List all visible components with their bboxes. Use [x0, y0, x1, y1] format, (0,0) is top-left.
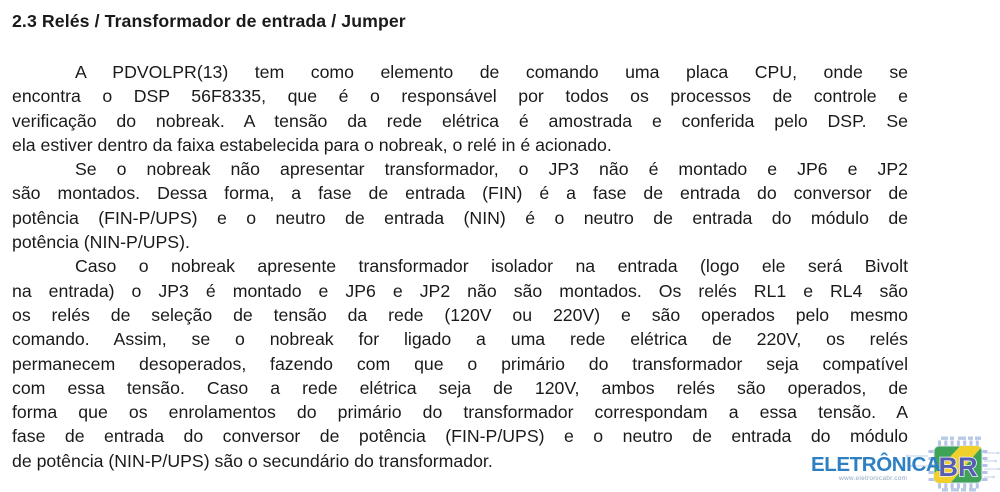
paragraph — [12, 254, 908, 473]
text-line: com essa tensão. Caso a rede elétrica seja de 120V, ambos relés são operados, de — [12, 377, 908, 398]
text-line: Caso o nobreak apresente transformador isolador na entrada (logo ele será Bivolt — [75, 256, 908, 277]
text-line: A PDVOLPR(13) tem como elemento de comando uma placa CPU, onde se — [75, 62, 908, 82]
text-line: comando. Assim, se o nobreak for ligado a uma rede elétrica de 220V, os relés — [12, 329, 908, 350]
text-line: ela estiver dentro da faixa estabelecida para o nobreak, o relé in é acionado. — [12, 134, 612, 155]
text-line: permanecem desoperados, fazendo com que o primário do transformador seja compatível — [12, 353, 908, 374]
text-line: verificação do nobreak. A tensão da rede elétrica é amostrada e conferida pelo DSP. Se — [12, 110, 908, 131]
chip-br-label: BR — [938, 452, 978, 482]
text-line: os relés de seleção de tensão da rede (120V ou 220V) e são operados pelo mesmo — [12, 304, 908, 325]
text-line: são montados. Dessa forma, a fase de entrada (FIN) é a fase de entrada do conversor de — [12, 183, 908, 204]
text-line: encontra o DSP 56F8335, que é o responsável por todos os processos de controle e — [12, 86, 908, 107]
section-heading: 2.3 Relés / Transformador de entrada / Jumper — [12, 11, 406, 31]
text-line: de potência (NIN-P/UPS) são o secundário do transformador. — [12, 450, 493, 471]
text-line: Se o nobreak não apresentar transformador, o JP3 não é montado e JP6 e JP2 — [75, 159, 908, 180]
document-content — [12, 0, 908, 473]
text-line: potência (FIN-P/UPS) e o neutro de entrada (NIN) é o neutro de entrada do módulo de — [12, 207, 908, 228]
text-line: potência (NIN-P/UPS). — [12, 232, 190, 253]
body-text — [12, 60, 908, 473]
text-line: forma que os enrolamentos do primário do transformador correspondam a essa tensão. A — [12, 402, 908, 423]
text-line: fase de entrada do conversor de potência (FIN-P/UPS) e o neutro de entrada do módulo — [12, 426, 908, 447]
brand-wordmark: ELETRÔNICA — [811, 453, 941, 476]
text-line: na entrada) o JP3 é montado e JP6 e JP2 não são montados. Os relés RL1 e RL4 são — [12, 280, 908, 301]
paragraph — [12, 157, 908, 254]
eletronicabr-watermark-logo — [808, 436, 1000, 492]
paragraph — [12, 60, 908, 157]
brand-url: www.eletronicabr.com — [839, 474, 908, 482]
